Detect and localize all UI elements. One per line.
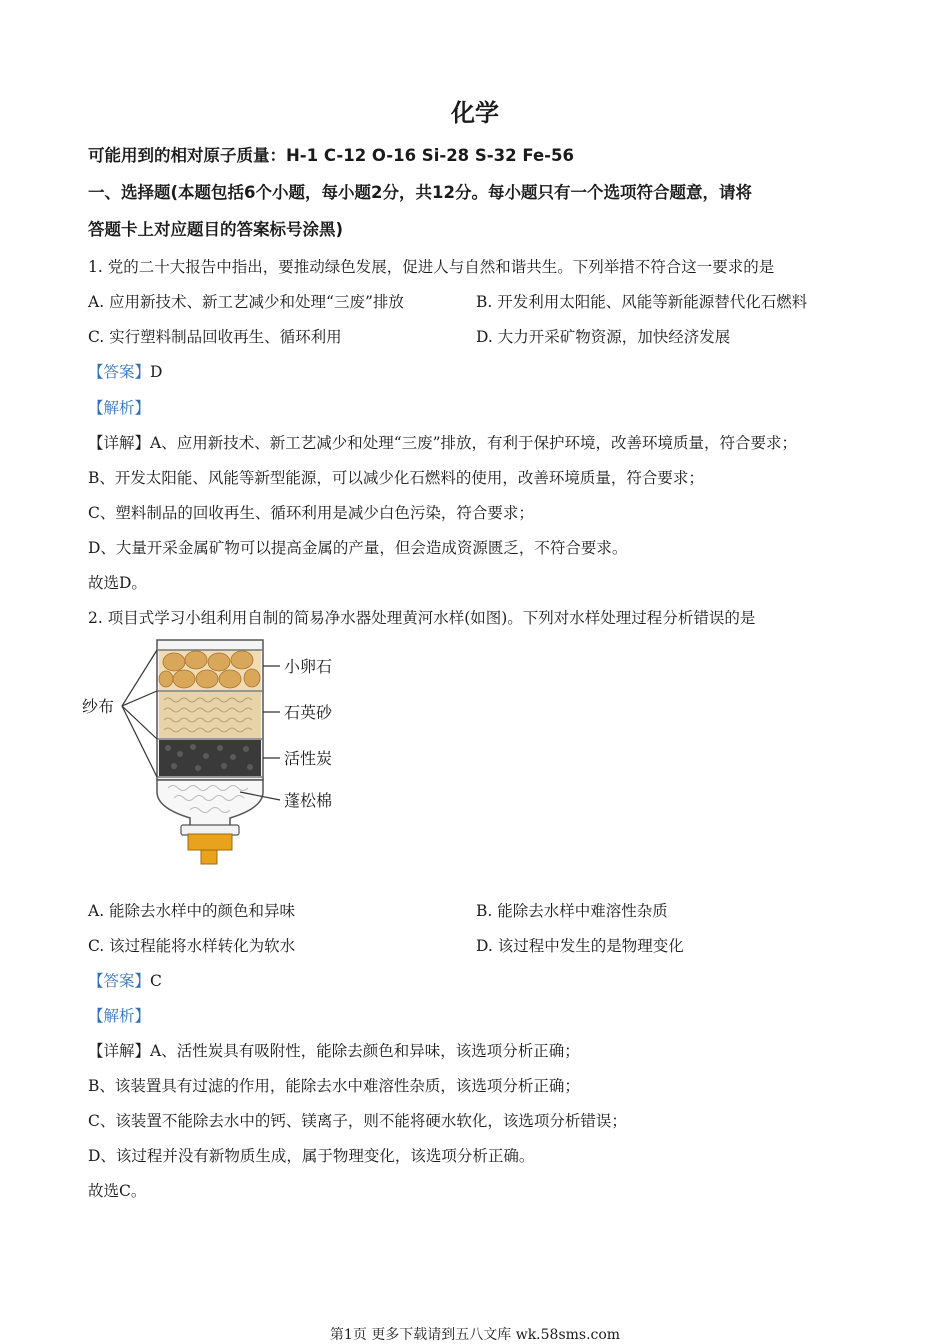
answer-tag: 【答案】 xyxy=(88,363,151,381)
page-footer: 第1页 更多下载请到五八文库 wk.58sms.com xyxy=(329,1327,621,1343)
gauze-label: 纱布 xyxy=(82,697,115,716)
section-heading-line1: 一、选择题(本题包括6个小题，每小题2分，共12分。每小题只有一个选项符合题意，请将 xyxy=(88,183,752,202)
q1-detail-d: D、大量开采金属矿物可以提高金属的产量，但会造成资源匮乏，不符合要求。 xyxy=(88,539,628,557)
cotton-label: 蓬松棉 xyxy=(284,791,333,810)
q2-analysis-tag: 【解析】 xyxy=(88,1007,151,1025)
q1-conclusion: 故选D。 xyxy=(88,574,147,592)
bottle-cap xyxy=(188,834,232,850)
q2-option-d: D. 该过程中发生的是物理变化 xyxy=(476,937,684,955)
q1-detail-a: A、应用新技术、新工艺减少和处理“三废”排放，有利于保护环境，改善环境质量，符合要求； xyxy=(150,434,798,452)
q1-detail-c: C、塑料制品的回收再生、循环利用是减少白色污染，符合要求； xyxy=(88,504,534,522)
q2-option-c: C. 该过程能将水样转化为软水 xyxy=(88,937,296,955)
detail-tag: 【详解】 xyxy=(88,434,151,452)
q1-option-b: B. 开发利用太阳能、风能等新能源替代化石燃料 xyxy=(476,293,808,311)
q1-option-d: D. 大力开采矿物资源，加快经济发展 xyxy=(476,328,731,346)
q1-option-a: A. 应用新技术、新工艺减少和处理“三废”排放 xyxy=(88,293,404,311)
q2-detail-b: B、该装置具有过滤的作用，能除去水中难溶性杂质，该选项分析正确； xyxy=(88,1077,580,1095)
q2-stem: 2. 项目式学习小组利用自制的简易净水器处理黄河水样(如图)。下列对水样处理过程分析错误的是 xyxy=(88,609,756,627)
q1-detail-b: B、开发太阳能、风能等新型能源，可以减少化石燃料的使用，改善环境质量，符合要求； xyxy=(88,469,704,487)
q2-detail-a: A、活性炭具有吸附性，能除去颜色和异味，该选项分析正确； xyxy=(150,1042,580,1060)
page-title: 化学 xyxy=(451,99,499,127)
q1-stem: 1. 党的二十大报告中指出，要推动绿色发展，促进人与自然和谐共生。下列举措不符合这一要求的是 xyxy=(88,258,775,276)
detail-tag: 【详解】 xyxy=(88,1042,151,1060)
q1-answer xyxy=(88,362,162,382)
bottle-spout xyxy=(201,850,217,864)
section-heading-line2: 答题卡上对应题目的答案标号涂黑) xyxy=(88,220,344,239)
atomic-masses: 可能用到的相对原子质量：H-1 C-12 O-16 Si-28 S-32 Fe-56 xyxy=(88,146,574,165)
q1-option-c: C. 实行塑料制品回收再生、循环利用 xyxy=(88,328,342,346)
q2-detail-c: C、该装置不能除去水中的钙、镁离子，则不能将硬水软化，该选项分析错误； xyxy=(88,1112,627,1130)
answer-value: C xyxy=(150,972,162,990)
q2-detail-line xyxy=(88,1041,580,1061)
q2-conclusion: 故选C。 xyxy=(88,1182,147,1200)
activated-carbon-layer xyxy=(159,740,261,776)
activated-carbon-label: 活性炭 xyxy=(284,749,333,768)
quartz-sand-label: 石英砂 xyxy=(284,703,333,722)
q2-detail-d: D、该过程并没有新物质生成，属于物理变化，该选项分析正确。 xyxy=(88,1147,535,1165)
q1-analysis-tag: 【解析】 xyxy=(88,399,151,417)
q2-answer xyxy=(88,971,162,991)
bottle-neck xyxy=(157,780,263,828)
answer-tag: 【答案】 xyxy=(88,972,151,990)
q2-option-a: A. 能除去水样中的颜色和异味 xyxy=(88,902,296,920)
pebbles-label: 小卵石 xyxy=(284,657,333,676)
water-filter-figure xyxy=(80,632,350,872)
q2-option-b: B. 能除去水样中难溶性杂质 xyxy=(476,902,668,920)
q1-detail-line xyxy=(88,433,797,453)
answer-value: D xyxy=(150,363,163,381)
